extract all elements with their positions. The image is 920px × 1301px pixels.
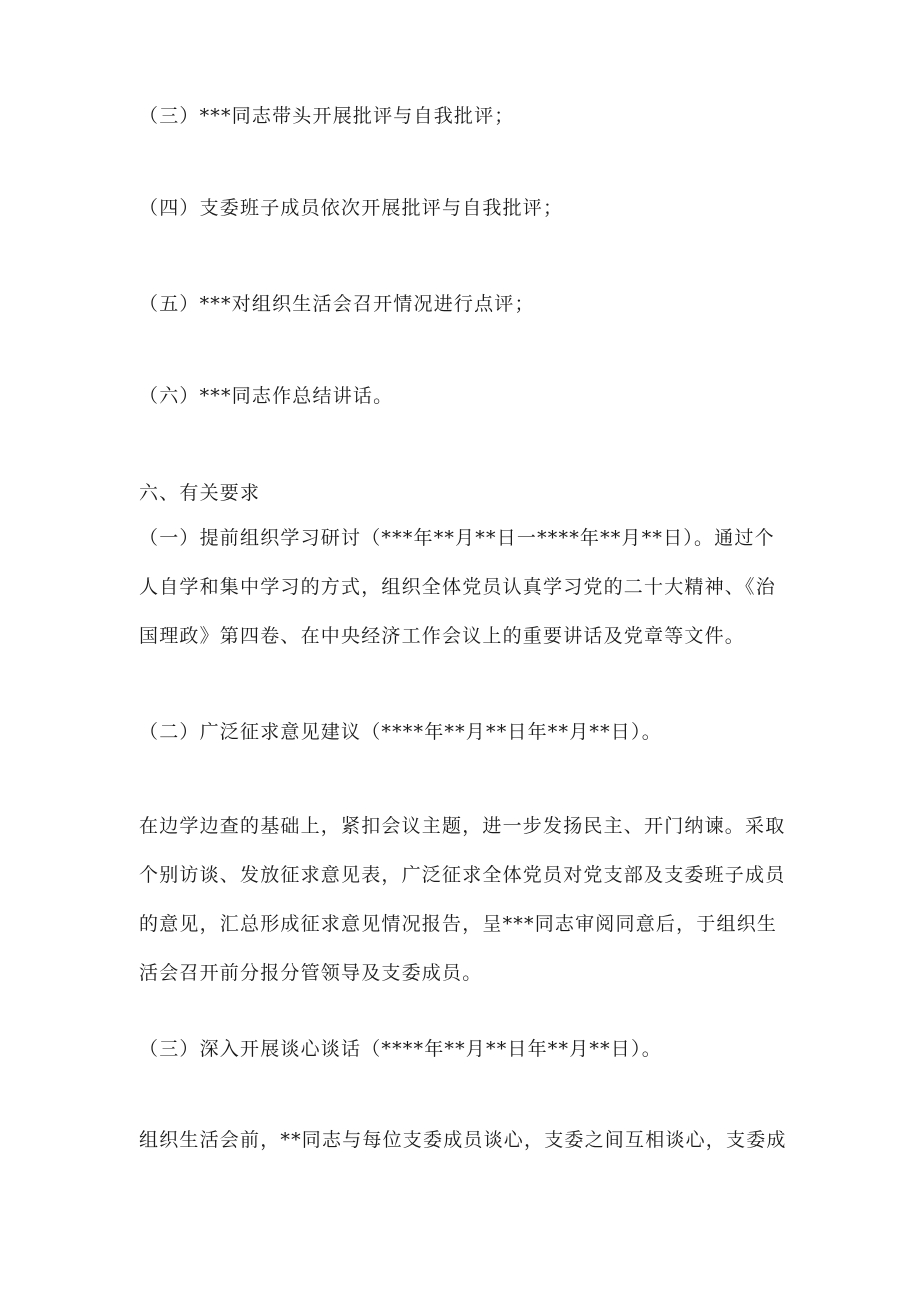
requirement-1-paragraph: （一）提前组织学习研讨（***年**月**日一****年**月**日）。通过个人自学和集中学习的方式，组织全体党员认真学习党的二十大精神、《治国理政》第四卷、在中央经济工作会议上的重要讲话及党章等文件。	[139, 527, 776, 647]
agenda-item-4: （四）支委班子成员依次开展批评与自我批评；	[139, 197, 564, 219]
requirement-3-paragraph: 组织生活会前，**同志与每位支委成员谈心，支委之间互相谈心，支委成	[139, 1129, 787, 1151]
requirement-3-heading: （三）深入开展谈心谈话（****年**月**日年**月**日）。	[139, 1038, 662, 1060]
agenda-item-6: （六）***同志作总结讲话。	[139, 385, 394, 407]
requirement-2-heading: （二）广泛征求意见建议（****年**月**日年**月**日）。	[139, 721, 662, 743]
section-heading-requirements: 六、有关要求	[139, 482, 261, 504]
agenda-item-5: （五）***对组织生活会召开情况进行点评；	[139, 293, 535, 315]
requirement-2-paragraph: 在边学边查的基础上，紧扣会议主题，进一步发扬民主、开门纳谏。采取个别访谈、发放征求意见表，广泛征求全体党员对党支部及支委班子成员的意见，汇总形成征求意见情况报告，呈***同志审阅同意后，于组织生活会召开前分报分管领导及支委成员。	[139, 815, 786, 984]
agenda-item-3: （三）***同志带头开展批评与自我批评；	[139, 105, 515, 127]
